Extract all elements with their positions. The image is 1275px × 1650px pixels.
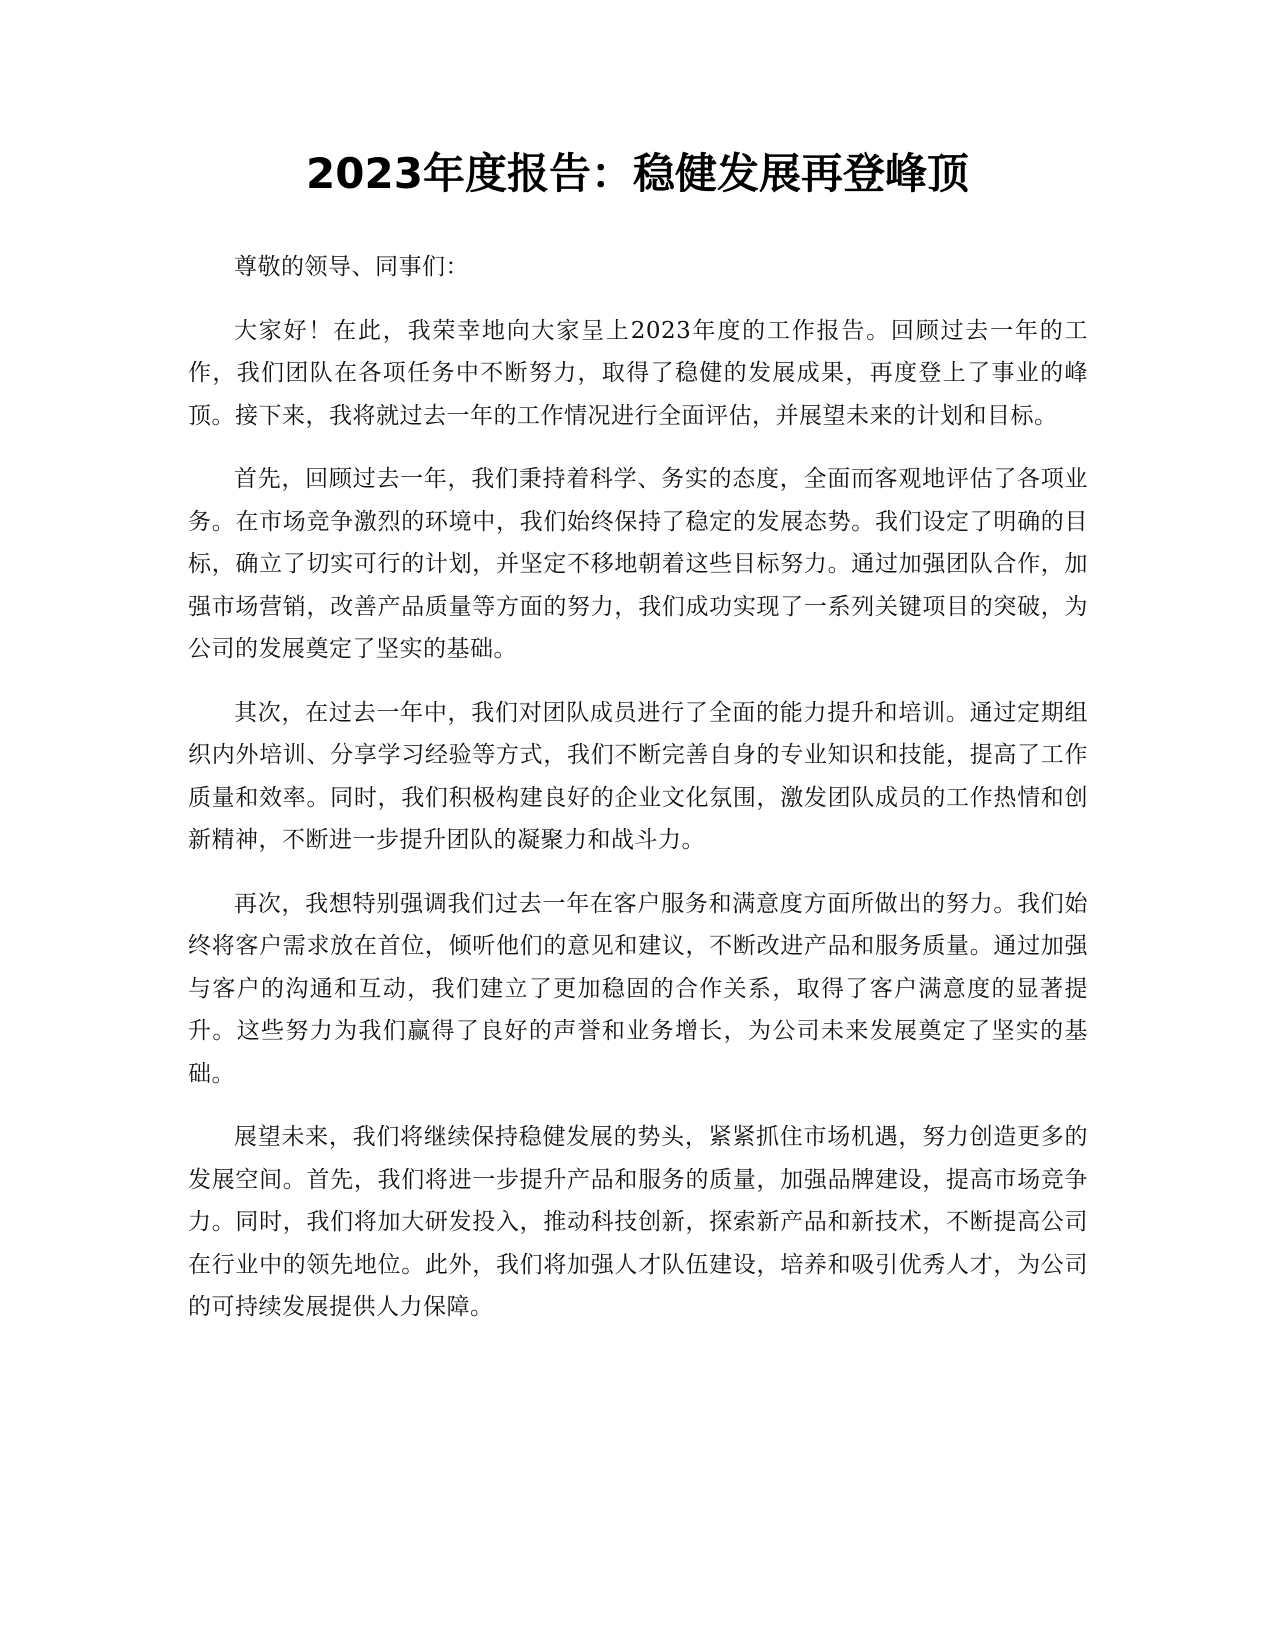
document-title: 2023年度报告：稳健发展再登峰顶 [306, 149, 969, 198]
paragraph-training: 其次，在过去一年中，我们对团队成员进行了全面的能力提升和培训。通过定期组织内外培训、分享学习经验等方式，我们不断完善自身的专业知识和技能，提高了工作质量和效率。同时，我们积极构建良好的企业文化氛围，激发团队成员的工作热情和创新精神，不断进一步提升团队的凝聚力和战斗力。 [188, 699, 1088, 853]
paragraph-customer-service: 再次，我想特别强调我们过去一年在客户服务和满意度方面所做出的努力。我们始终将客户需求放在首位，倾听他们的意见和建议，不断改进产品和服务质量。通过加强与客户的沟通和互动，我们建立了更加稳固的合作关系，取得了客户满意度的显著提升。这些努力为我们赢得了良好的声誉和业务增长，为公司未来发展奠定了坚实的基础。 [188, 890, 1088, 1087]
paragraph-review: 首先，回顾过去一年，我们秉持着科学、务实的态度，全面而客观地评估了各项业务。在市场竞争激烈的环境中，我们始终保持了稳定的发展态势。我们设定了明确的目标，确立了切实可行的计划，并坚定不移地朝着这些目标努力。通过加强团队合作，加强市场营销，改善产品质量等方面的努力，我们成功实现了一系列关键项目的突破，为公司的发展奠定了坚实的基础。 [188, 466, 1088, 662]
document-body [188, 246, 1088, 1350]
paragraph-intro: 大家好！在此，我荣幸地向大家呈上2023年度的工作报告。回顾过去一年的工作，我们团队在各项任务中不断努力，取得了稳健的发展成果，再度登上了事业的峰顶。接下来，我将就过去一年的工作情况进行全面评估，并展望未来的计划和目标。 [188, 317, 1088, 429]
salutation: 尊敬的领导、同事们： [234, 254, 469, 280]
paragraph-outlook: 展望未来，我们将继续保持稳健发展的势头，紧紧抓住市场机遇，努力创造更多的发展空间。首先，我们将进一步提升产品和服务的质量，加强品牌建设，提高市场竞争力。同时，我们将加大研发投入，推动科技创新，探索新产品和新技术，不断提高公司在行业中的领先地位。此外，我们将加强人才队伍建设，培养和吸引优秀人才，为公司的可持续发展提供人力保障。 [188, 1124, 1088, 1320]
